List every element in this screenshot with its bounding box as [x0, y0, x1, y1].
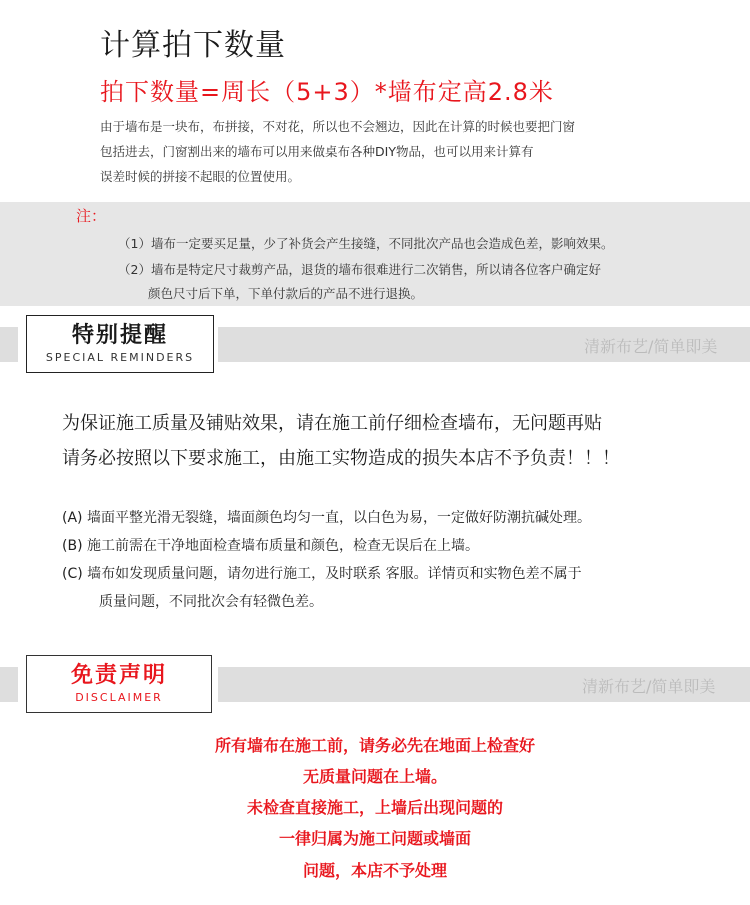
calc-intro — [100, 114, 680, 189]
section-strip — [0, 327, 18, 362]
disclaimer-heading — [26, 655, 212, 713]
disclaimer-line: 问题，本店不予处理 — [302, 861, 447, 880]
calc-formula: 拍下数量=周长（5+3）*墙布定高2.8米 — [100, 78, 554, 106]
calc-intro-line: 由于墙布是一块布，布拼接，不对花，所以也不会翘边，因此在计算的时候也要把门窗 — [100, 119, 576, 134]
calc-intro-line: 包括进去，门窗割出来的墙布可以用来做桌布各种DIY物品，也可以用来计算有 — [100, 144, 534, 159]
requirement-item: (A) 墙面平整光滑无裂缝，墙面颜色均匀一直，以白色为易，一定做好防潮抗碱处理。 — [62, 510, 591, 526]
disclaimer-line: 所有墙布在施工前，请务必先在地面上检查好 — [214, 736, 535, 755]
disclaimer-title: 免责声明 — [70, 663, 167, 688]
disclaimer-subtitle: DISCLAIMER — [75, 691, 163, 704]
warning-line: 为保证施工质量及铺贴效果，请在施工前仔细检查墙布，无问题再贴 — [62, 413, 602, 434]
note-label: 注： — [76, 207, 107, 225]
special-tagline: 清新布艺/简单即美 — [584, 337, 718, 356]
special-reminders-heading — [26, 315, 214, 373]
special-title: 特别提醒 — [71, 323, 168, 348]
requirement-item: (C) 墙布如发现质量问题，请勿进行施工，及时联系 客服。详情页和实物色差不属于 — [62, 566, 582, 582]
note-line: 颜色尺寸后下单，下单付款后的产品不进行退换。 — [148, 286, 424, 301]
requirement-item: 质量问题，不同批次会有轻微色差。 — [99, 594, 323, 610]
calc-intro-line: 误差时候的拼接不起眼的位置使用。 — [100, 169, 301, 184]
disclaimer-line: 一律归属为施工问题或墙面 — [278, 829, 471, 848]
special-subtitle: SPECIAL REMINDERS — [45, 351, 195, 364]
disclaimer-tagline: 清新布艺/简单即美 — [582, 677, 716, 696]
note-line: （2）墙布是特定尺寸裁剪产品，退货的墙布很难进行二次销售，所以请各位客户确定好 — [118, 262, 601, 277]
section-strip — [0, 667, 18, 702]
note-line: （1）墙布一定要买足量，少了补货会产生接缝，不同批次产品也会造成色差，影响效果。 — [118, 236, 614, 251]
disclaimer-line: 未检查直接施工，上墙后出现问题的 — [246, 798, 503, 817]
warning-line: 请务必按照以下要求施工，由施工实物造成的损失本店不予负责！！！ — [62, 448, 620, 469]
calc-title: 计算拍下数量 — [100, 28, 286, 63]
disclaimer-line: 无质量问题在上墙。 — [302, 767, 447, 786]
requirement-item: (B) 施工前需在干净地面检查墙布质量和颜色，检查无误后在上墙。 — [62, 538, 479, 554]
